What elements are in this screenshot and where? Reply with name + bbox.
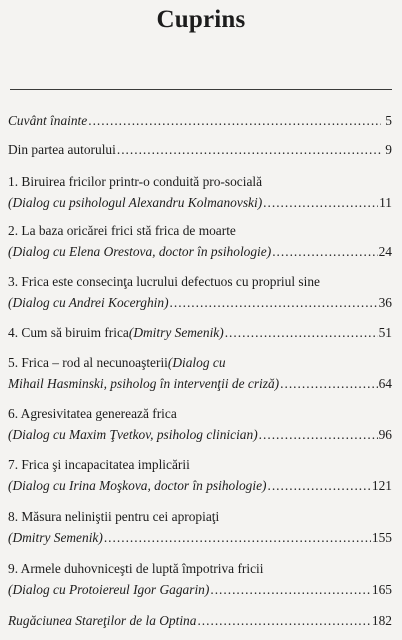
- dot-leader: [210, 581, 371, 599]
- dot-leader: [280, 375, 377, 393]
- toc-entry-text: Cuvânt înainte: [8, 113, 88, 128]
- title-divider: [10, 89, 392, 90]
- page-number: 51: [378, 325, 392, 340]
- toc-entry: [8, 141, 392, 162]
- page-number: 165: [371, 582, 392, 597]
- toc-entry-text: 4. Cum să biruim frica: [8, 325, 129, 340]
- page-number: 11: [379, 195, 392, 210]
- page-number: 182: [371, 613, 392, 628]
- page-number: 36: [378, 295, 392, 310]
- toc-entry: [8, 405, 392, 447]
- toc-entry-text: 6. Agresivitatea generează frica: [8, 406, 177, 421]
- toc-entry-line: [8, 222, 392, 243]
- toc-entry-line: [8, 141, 392, 162]
- toc-entry: [8, 354, 392, 396]
- toc-entry-line: [8, 273, 392, 294]
- toc-entry-text: (Dialog cu Irina Moşkova, doctor în psihologie): [8, 478, 267, 493]
- toc-entry-line: [8, 173, 392, 194]
- toc-entry-line: [8, 112, 392, 133]
- toc-entry-text: 5. Frica – rod al necunoaşterii: [8, 355, 168, 370]
- toc-entry-line: [8, 456, 392, 477]
- toc-entry-text: (Dialog cu Maxim Ţvetkov, psiholog clinician): [8, 427, 258, 442]
- toc-entry-line: [8, 243, 392, 264]
- toc-entry-text: 8. Măsura neliniştii pentru cei apropiaţi: [8, 509, 220, 524]
- toc-entry-line: [8, 508, 392, 529]
- toc-entry-text: (Dialog cu Protoiereul Igor Gagarin): [8, 582, 210, 597]
- dot-leader: [88, 112, 381, 130]
- toc-entry-text: Rugăciunea Stareţilor de la Optina: [8, 613, 197, 628]
- page-number: 121: [371, 478, 392, 493]
- toc-entry-text: 7. Frica şi incapacitatea implicării: [8, 457, 190, 472]
- toc-entry-text: (Dialog cu Elena Orestova, doctor în psihologie): [8, 244, 272, 259]
- dot-leader: [272, 243, 377, 261]
- toc-entry-line: [8, 354, 392, 375]
- toc-entry-line: [8, 560, 392, 581]
- toc-entry: [8, 112, 392, 133]
- toc-entry-text: 3. Frica este consecinţa lucrului defectuos cu propriul sine: [8, 274, 320, 289]
- dot-leader: [267, 477, 370, 495]
- toc-entry-line: [8, 426, 392, 447]
- toc-entry-text: (Dmitry Semenik): [8, 530, 103, 545]
- page-title: Cuprins: [156, 6, 246, 33]
- toc-entry-line: [8, 194, 392, 215]
- toc-entry-text: (Dialog cu: [167, 355, 226, 370]
- toc-entry-text: Mihail Hasminski, psiholog în intervenţii de criză): [8, 376, 280, 391]
- page-number: 9: [385, 142, 392, 157]
- toc-entry-line: [8, 612, 392, 633]
- toc-entry: [8, 456, 392, 498]
- toc-entry-line: [8, 405, 392, 426]
- page-number: 24: [378, 244, 392, 259]
- toc-entry-line: [8, 581, 392, 602]
- toc-entry: [8, 273, 392, 315]
- toc-entry: [8, 324, 392, 345]
- toc-entry-text: (Dialog cu Andrei Kocerghin): [8, 295, 169, 310]
- toc-entry: [8, 173, 392, 215]
- toc-entry-text: 1. Biruirea fricilor printr-o conduită pro-socială: [8, 174, 263, 189]
- toc-entry: [8, 222, 392, 264]
- page-number: 5: [385, 113, 392, 128]
- toc-entry-text: Din partea autorului: [8, 142, 116, 157]
- dot-leader: [170, 294, 378, 312]
- toc-entry-line: [8, 375, 392, 396]
- toc-entry: [8, 508, 392, 550]
- toc-entry-line: [8, 294, 392, 315]
- toc-entry-line: [8, 477, 392, 498]
- page-number: 64: [378, 376, 392, 391]
- toc-entry-text: 2. La baza oricărei frici stă frica de moarte: [8, 223, 236, 238]
- page-number: 155: [371, 530, 392, 545]
- toc-entry-text: 9. Armele duhovniceşti de luptă împotriva fricii: [8, 561, 264, 576]
- dot-leader: [263, 194, 378, 212]
- dot-leader: [259, 426, 378, 444]
- dot-leader: [104, 529, 371, 547]
- toc-entry-text: (Dmitry Semenik): [128, 325, 224, 340]
- toc-entry-line: [8, 529, 392, 550]
- dot-leader: [197, 612, 370, 630]
- page-number: 96: [378, 427, 392, 442]
- toc-entry-line: [8, 324, 392, 345]
- dot-leader: [117, 141, 381, 159]
- toc-entry-text: (Dialog cu psihologul Alexandru Kolmanovski): [8, 195, 263, 210]
- toc-entry: [8, 612, 392, 633]
- toc-entry: [8, 560, 392, 602]
- dot-leader: [225, 324, 378, 342]
